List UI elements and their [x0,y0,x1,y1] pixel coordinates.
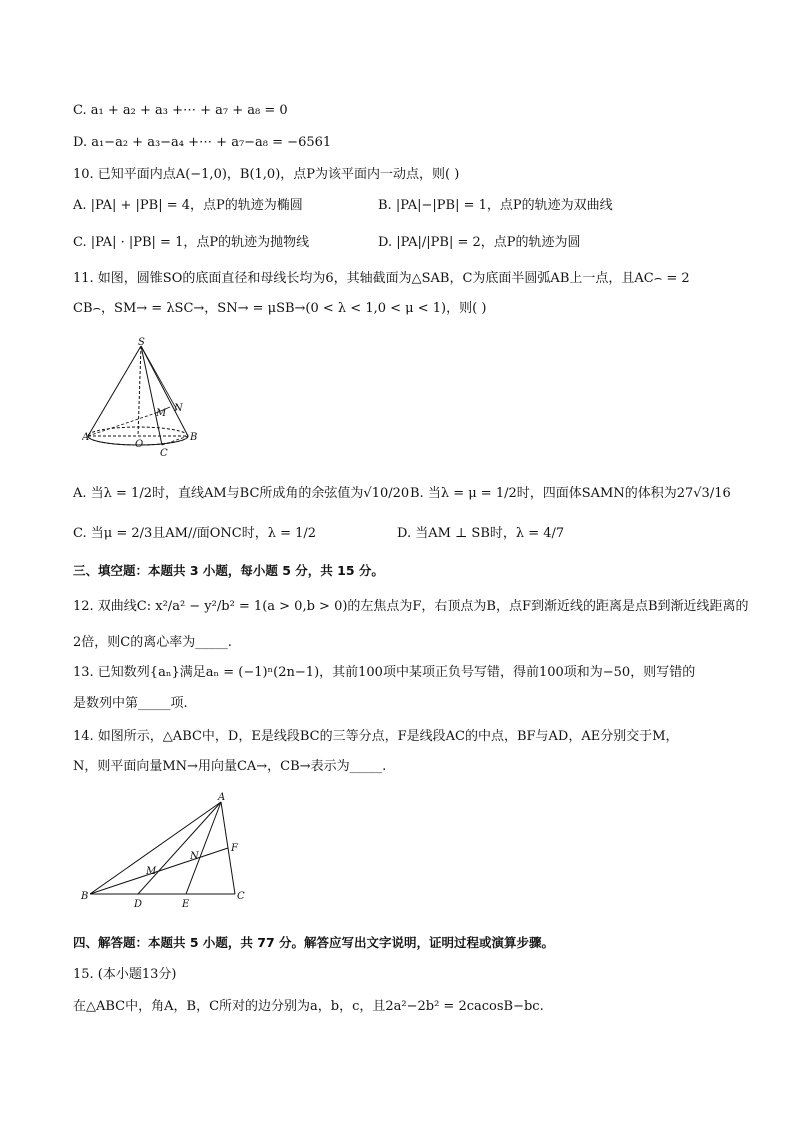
q10-option-c: C. |PA| · |PB| = 1，点P的轨迹为抛物线 [73,235,310,250]
q14-line1: 14. 如图所示，△ABC中，D，E是线段BC的三等分点，F是线段AC的中点，BF与AD，AE分别交于M， [73,729,679,744]
q12-line2: 2倍，则C的离心率为_____. [73,635,232,650]
tri-label-n: N [190,851,199,862]
q9-option-c: C. a₁ + a₂ + a₃ +⋯ + a₇ + a₈ = 0 [73,103,288,118]
triangle-figure [80,790,250,912]
tri-label-b: B [81,891,89,902]
cone-label-s: S [138,337,145,348]
q11-option-b: B. 当λ = μ = 1/2时，四面体SAMN的体积为27√3/16 [410,486,731,501]
cone-figure [82,335,204,460]
section-3-heading: 三、填空题：本题共 3 小题，每小题 5 分，共 15 分。 [73,563,384,578]
tri-label-f: F [231,843,238,854]
q10-option-a: A. |PA| + |PB| = 4，点P的轨迹为椭圆 [73,198,303,213]
cone-label-m: M [156,408,167,419]
tri-label-d: D [134,899,143,910]
q11-stem-line2: CB⌢，SM→ = λSC→，SN→ = μSB→(0 < λ < 1,0 < μ < 1)，则( ) [73,301,487,316]
q11-option-d: D. 当AM ⊥ SB时，λ = 4/7 [397,526,565,541]
q11-stem-line1: 11. 如图，圆锥SO的底面直径和母线长均为6，其轴截面为△SAB，C为底面半圆弧AB上一点，且AC⌢ = 2 [73,271,690,286]
q13-line1: 13. 已知数列{aₙ}满足aₙ = (−1)ⁿ(2n−1)，其前100项中某项正负号写错，得前100项和为−50，则写错的 [73,665,696,680]
q15-head: 15. (本小题13分) [73,967,177,982]
q13-line2: 是数列中第_____项. [73,696,188,711]
q9-option-d: D. a₁−a₂ + a₃−a₄ +⋯ + a₇−a₈ = −6561 [73,135,332,150]
section-4-heading: 四、解答题：本题共 5 小题，共 77 分。解答应写出文字说明，证明过程或演算步骤。 [73,935,555,950]
tri-label-c: C [237,891,245,902]
q11-option-a: A. 当λ = 1/2时，直线AM与BC所成角的余弦值为√10/20 [73,486,410,501]
q12-line1: 12. 双曲线C: x²/a² − y²/b² = 1(a > 0,b > 0)的左焦点为F，右顶点为B，点F到渐近线的距离是点B到渐近线距离的 [73,599,749,614]
q14-line2: N，则平面向量MN→用向量CA→，CB→表示为_____. [73,759,387,774]
cone-label-c: C [160,448,168,459]
q10-option-d: D. |PA|/|PB| = 2，点P的轨迹为圆 [378,235,581,250]
tri-label-e: E [182,899,190,910]
cone-label-b: B [190,432,198,443]
cone-label-n: N [174,403,183,414]
tri-label-a: A [218,792,226,803]
q15-stem: 在△ABC中，角A，B，C所对的边分别为a，b，c，且2a²−2b² = 2cacosB−bc. [73,999,544,1014]
q10-option-b: B. |PA|−|PB| = 1，点P的轨迹为双曲线 [378,198,613,213]
cone-label-a: A [82,432,90,443]
q11-option-c: C. 当μ = 2/3且AM//面ONC时，λ = 1/2 [73,526,317,541]
tri-label-m: M [146,866,157,877]
q10-stem: 10. 已知平面内点A(−1,0)，B(1,0)，点P为该平面内一动点，则( ) [73,167,460,182]
cone-label-o: O [135,439,144,450]
